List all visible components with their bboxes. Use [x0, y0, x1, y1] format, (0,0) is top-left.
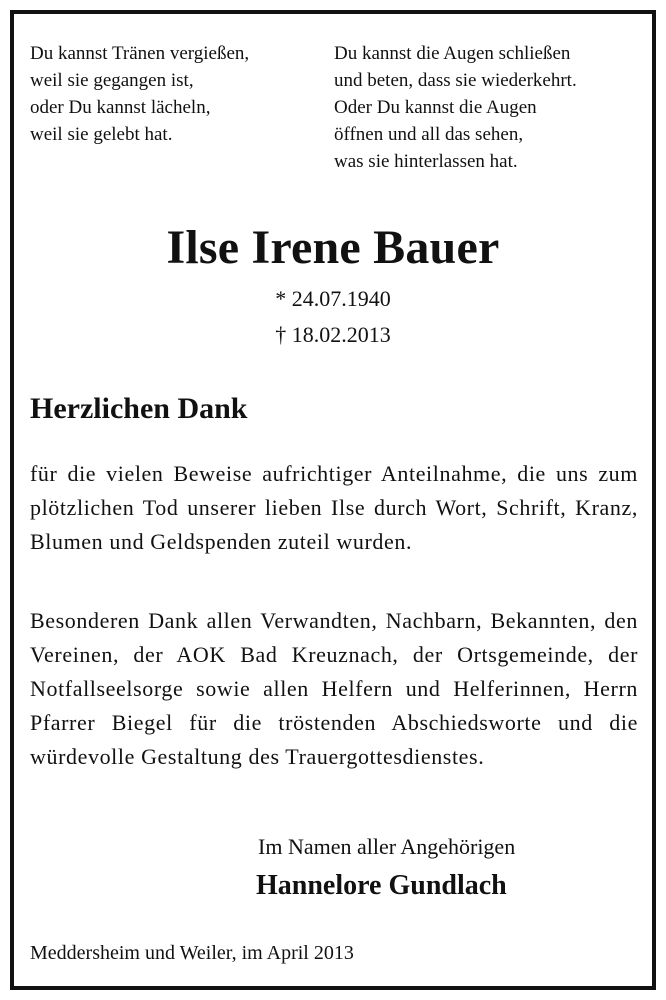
poem-line: was sie hinterlassen hat.: [334, 151, 518, 172]
poem-line: oder Du kannst lächeln,: [30, 97, 211, 118]
poem-line: Du kannst Tränen vergießen,: [30, 43, 250, 64]
poem-line: Du kannst die Augen schließen: [334, 43, 571, 64]
poem-right-column: [334, 40, 577, 175]
thanks-paragraph-1: für die vielen Beweise aufrichtiger Anteilnahme, die uns zum plötzlichen Tod unserer lieben Ilse durch Wort, Schrift, Kranz, Blumen und Geldspenden zuteil wurden.: [30, 461, 638, 554]
deceased-name: Ilse Irene Bauer: [166, 221, 500, 274]
poem-left-column: [30, 40, 249, 148]
poem-line: und beten, dass sie wiederkehrt.: [334, 70, 577, 91]
poem-line: weil sie gegangen ist,: [30, 70, 194, 91]
obituary-notice: [10, 10, 656, 990]
thanks-heading: Herzlichen Dank: [30, 392, 248, 425]
death-date: † 18.02.2013: [275, 322, 391, 347]
on-behalf-line: Im Namen aller Angehörigen: [258, 834, 516, 859]
signer-name: Hannelore Gundlach: [256, 870, 507, 901]
place-and-date: Meddersheim und Weiler, im April 2013: [30, 942, 354, 964]
poem-line: Oder Du kannst die Augen: [334, 97, 537, 118]
birth-date: * 24.07.1940: [275, 286, 391, 311]
poem-line: weil sie gelebt hat.: [30, 124, 173, 145]
poem-line: öffnen und all das sehen,: [334, 124, 524, 145]
thanks-paragraph-2: Besonderen Dank allen Verwandten, Nachbarn, Bekannten, den Vereinen, der AOK Bad Kreuznach, der Ortsgemeinde, der Notfallseelsorge sowie allen Helfern und Helferinnen, Herrn Pfarrer Biegel für die tröstenden Abschiedsworte und die würdevolle Gestaltung des Trauergottesdienstes.: [30, 608, 638, 769]
